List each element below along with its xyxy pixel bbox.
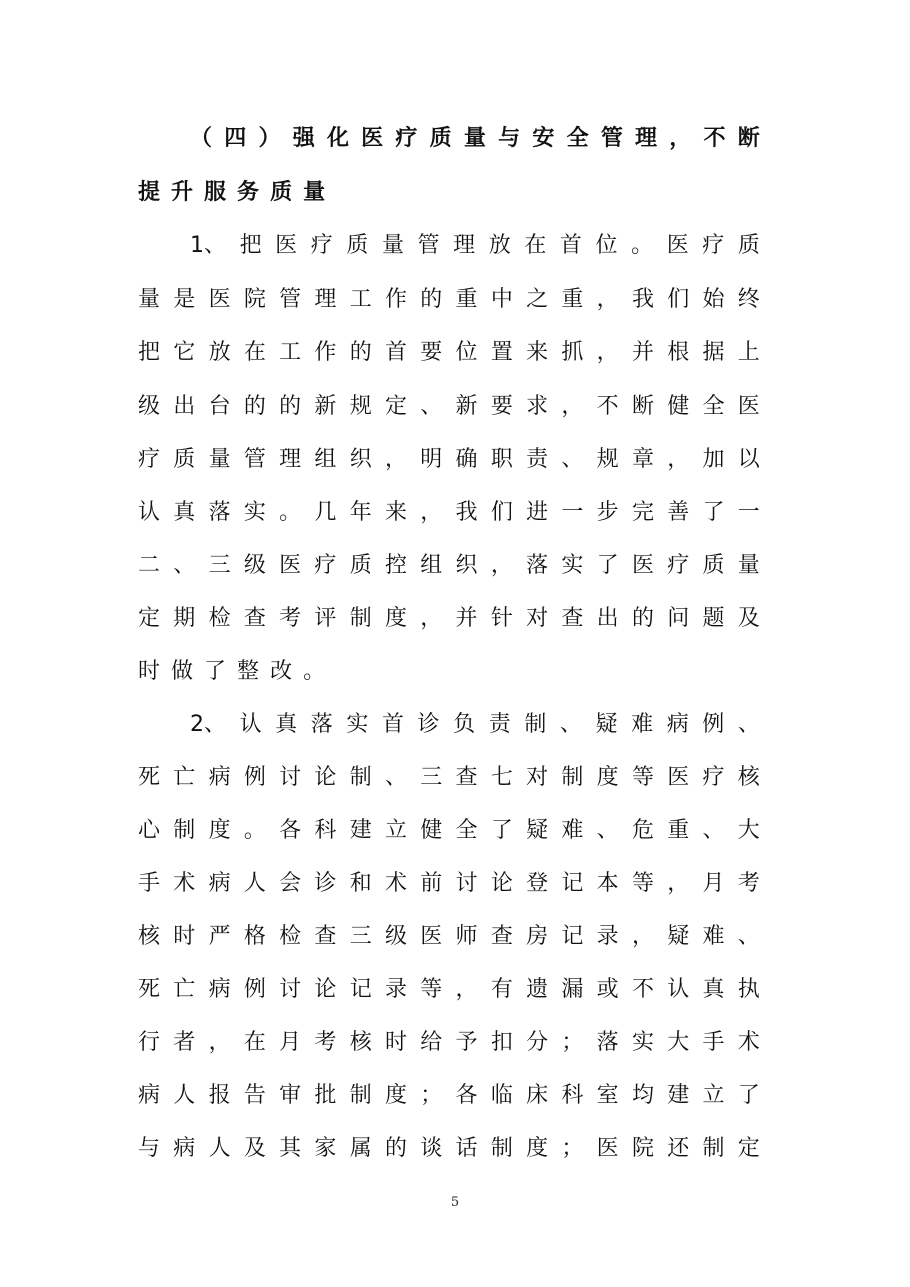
paragraph-1-line-6: 认 真 落 实 。 几 年 来 ， 我 们 进 一 步 完 善 了 一 [138, 500, 760, 525]
paragraph-1-line-9: 时 做 了 整 改 。 [138, 659, 326, 684]
paragraph-2-line-8: 病 人 报 告 审 批 制 度 ； 各 临 床 科 室 均 建 立 了 [138, 1083, 760, 1108]
paragraph-2-line-7: 行 者 ， 在 月 考 核 时 给 予 扣 分 ； 落 实 大 手 术 [138, 1030, 760, 1055]
paragraph-2-line-5: 核 时 严 格 检 查 三 级 医 师 查 房 记 录 ， 疑 难 、 [138, 924, 760, 949]
paragraph-1-line-8: 定 期 检 查 考 评 制 度 ， 并 针 对 查 出 的 问 题 及 [138, 606, 760, 631]
paragraph-1-line-2: 量 是 医 院 管 理 工 作 的 重 中 之 重 ， 我 们 始 终 [138, 287, 760, 312]
paragraph-2-line-1: 2、 认 真 落 实 首 诊 负 责 制 、 疑 难 病 例 、 [190, 712, 760, 737]
paragraph-2-line-2: 死 亡 病 例 讨 论 制 、 三 查 七 对 制 度 等 医 疗 核 [138, 765, 760, 790]
paragraph-1-line-3: 把 它 放 在 工 作 的 首 要 位 置 来 抓 ， 并 根 据 上 [138, 340, 760, 365]
page-number: 5 [450, 1195, 460, 1210]
paragraph-1-line-7: 二 、 三 级 医 疗 质 控 组 织 ， 落 实 了 医 疗 质 量 [138, 553, 760, 578]
paragraph-1-line-5: 疗 质 量 管 理 组 织 ， 明 确 职 责 、 规 章 ， 加 以 [138, 447, 760, 472]
paragraph-2-line-4: 手 术 病 人 会 诊 和 术 前 讨 论 登 记 本 等 ， 月 考 [138, 871, 760, 896]
paragraph-1-line-1: 1、 把 医 疗 质 量 管 理 放 在 首 位 。 医 疗 质 [190, 233, 760, 258]
paragraph-2-line-9: 与 病 人 及 其 家 属 的 谈 话 制 度 ； 医 院 还 制 定 [138, 1136, 760, 1161]
paragraph-2-line-3: 心 制 度 。 各 科 建 立 健 全 了 疑 难 、 危 重 、 大 [138, 818, 760, 843]
paragraph-1-line-4: 级 出 台 的 的 新 规 定 、 新 要 求 ， 不 断 健 全 医 [138, 394, 760, 419]
paragraph-2-line-6: 死 亡 病 例 讨 论 记 录 等 ， 有 遗 漏 或 不 认 真 执 [138, 977, 760, 1002]
section-heading-line-2: 提 升 服 务 质 量 [138, 180, 326, 205]
section-heading-line-1: （ 四 ） 强 化 医 疗 质 量 与 安 全 管 理 ， 不 断 [190, 126, 760, 151]
